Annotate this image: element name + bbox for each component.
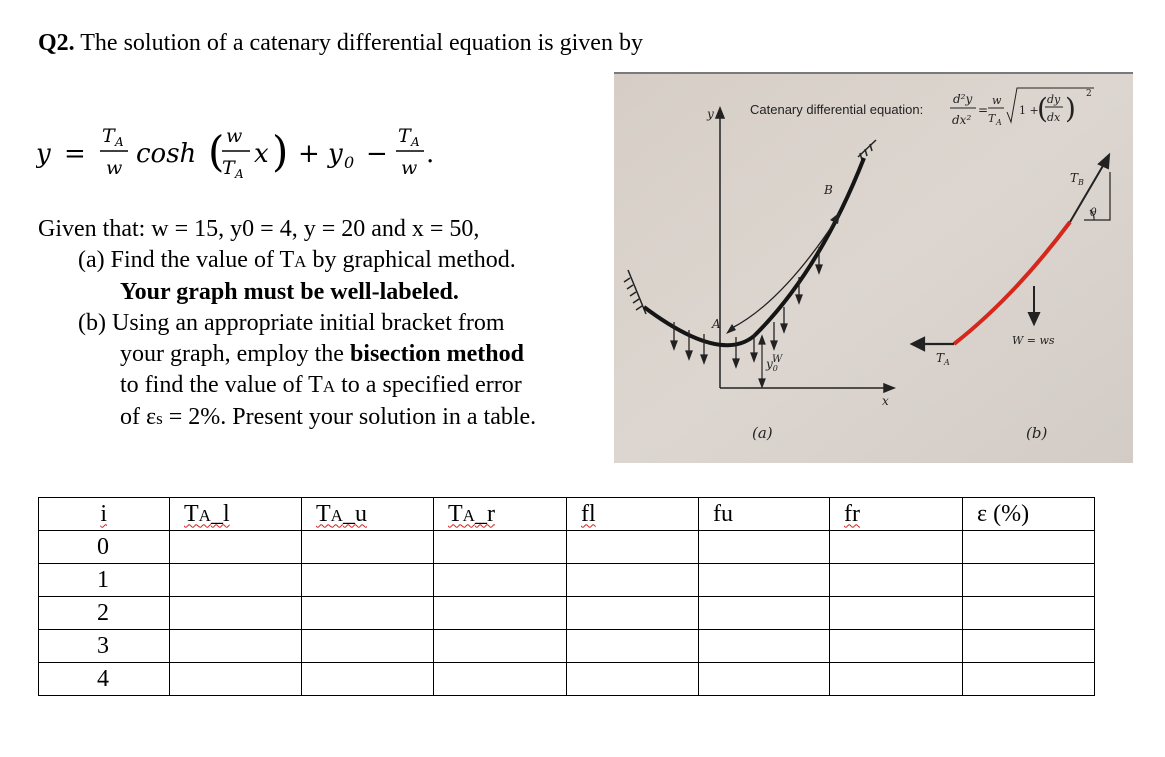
table-cell[interactable] (302, 531, 434, 564)
table-cell[interactable] (830, 531, 963, 564)
fig-eq-one-plus: 1 + (1019, 104, 1039, 117)
header-i: i (39, 498, 170, 531)
svg-text:=: = (978, 103, 989, 117)
table-cell[interactable] (963, 630, 1095, 663)
ta-b-label: $T_A$ (936, 351, 950, 367)
eq-frac3-den: w (401, 157, 418, 179)
header-fu: fu (699, 498, 830, 531)
theta-label: θ (1090, 206, 1097, 219)
part-a-text-2: by graphical method. (306, 247, 516, 273)
part-b-text-5: of ε (120, 404, 157, 430)
part-b-label: (b) (78, 310, 106, 336)
part-b-sub: A (322, 377, 336, 396)
header-ta-u: TA_u (302, 498, 434, 531)
table-cell[interactable] (963, 531, 1095, 564)
part-b-eps-sub: s (156, 409, 163, 428)
part-b-bold: bisection method (349, 341, 524, 367)
table-cell[interactable] (830, 564, 963, 597)
load-w-label: W (772, 354, 783, 365)
table-cell[interactable] (567, 531, 699, 564)
row-index: 1 (39, 564, 170, 597)
table-cell[interactable] (170, 531, 302, 564)
table-cell[interactable] (830, 597, 963, 630)
table-cell[interactable] (567, 630, 699, 663)
question-label: Q2. (38, 30, 75, 56)
eq-frac1-num: T (102, 125, 115, 147)
table-cell[interactable] (170, 630, 302, 663)
table-cell[interactable] (830, 630, 963, 663)
table-cell[interactable] (963, 597, 1095, 630)
w-ws-label: W = ws (1012, 334, 1055, 347)
table-cell[interactable] (699, 663, 830, 696)
row-index: 0 (39, 531, 170, 564)
fig-eq-ta: T (988, 112, 996, 125)
table-cell[interactable] (963, 663, 1095, 696)
eq-period: . (426, 139, 435, 169)
table-cell[interactable] (567, 564, 699, 597)
table-cell[interactable] (699, 630, 830, 663)
part-b-line-3 (38, 370, 536, 402)
fig-eq-num: d²y (953, 92, 973, 106)
figure-header (750, 102, 923, 117)
row-index: 3 (39, 630, 170, 663)
table-cell[interactable] (699, 597, 830, 630)
eq-y0: y (328, 139, 343, 169)
part-b-text-1: Using an appropriate initial bracket from (111, 310, 505, 336)
catenary-solution-equation (36, 118, 456, 198)
fig-eq-dy: dy (1047, 93, 1061, 106)
part-b-text-6: = 2%. Present your solution in a table. (162, 404, 537, 430)
table-row (39, 564, 1095, 597)
part-b-line-2 (38, 339, 536, 370)
part-b-line-1 (38, 308, 536, 339)
axis-x-label: x (882, 394, 889, 408)
eq-y0-sub: 0 (344, 153, 355, 172)
table-cell[interactable] (567, 597, 699, 630)
part-a-label: (a) (78, 247, 105, 273)
table-cell[interactable] (302, 630, 434, 663)
part-b-line-4 (38, 402, 536, 434)
eq-frac2-den: T (222, 157, 235, 179)
eq-minus: − (366, 139, 388, 169)
tb-label: $T_B$ (1070, 171, 1084, 187)
table-cell[interactable] (567, 663, 699, 696)
table-cell[interactable] (434, 663, 567, 696)
part-a-sub: A (294, 252, 307, 271)
table-cell[interactable] (170, 663, 302, 696)
table-cell[interactable] (302, 663, 434, 696)
table-cell[interactable] (302, 597, 434, 630)
eq-x: x (254, 139, 269, 169)
fig-caption: Catenary differential equation: (750, 102, 924, 117)
eq-frac2-num: w (226, 125, 243, 147)
axis-y-label: y (707, 107, 714, 121)
part-a-bold-line (38, 277, 536, 308)
question-text: The solution of a catenary differential equation is given by (80, 30, 643, 56)
question-title (38, 30, 643, 57)
subfigure-b-label: (b) (1026, 424, 1048, 442)
table-cell[interactable] (699, 564, 830, 597)
fig-eq-ta-sub: A (996, 118, 1002, 127)
table-cell[interactable] (170, 597, 302, 630)
svg-text:): ) (1065, 92, 1076, 125)
table-cell[interactable] (830, 663, 963, 696)
part-a-text-1: Find the value of T (110, 247, 295, 273)
header-fl: fl (567, 498, 699, 531)
eq-cosh: cosh (136, 139, 197, 169)
fig-eq-sq: 2 (1086, 89, 1092, 99)
table-cell[interactable] (699, 531, 830, 564)
eq-plus: + (298, 139, 320, 169)
eq-frac3-num-sub: A (411, 135, 420, 149)
eq-frac3-num: T (398, 125, 411, 147)
table-row (39, 531, 1095, 564)
part-b-text-3: to find the value of T (120, 372, 323, 398)
eq-y: y (36, 139, 51, 169)
eq-frac1-den: w (106, 157, 123, 179)
table-row (39, 630, 1095, 663)
header-ta-l: TA_l (170, 498, 302, 531)
eq-equals: = (64, 139, 86, 169)
header-fr: fr (830, 498, 963, 531)
table-header-row (39, 498, 1095, 531)
given-line: Given that: w = 15, y0 = 4, y = 20 and x = 50, (38, 216, 480, 242)
table-row (39, 663, 1095, 696)
part-b-text-4: to a specified error (335, 372, 522, 398)
part-a-bold: Your graph must be well-labeled. (120, 279, 459, 305)
table-cell[interactable] (170, 564, 302, 597)
table-row (39, 597, 1095, 630)
point-a-label: A (712, 317, 721, 331)
table-cell[interactable] (434, 531, 567, 564)
figure-background (614, 72, 1133, 463)
eq-frac2-den-sub: A (235, 167, 244, 181)
fig-eq-den: dx² (952, 113, 972, 127)
point-b-label: B (824, 183, 833, 197)
table-cell[interactable] (963, 564, 1095, 597)
table-cell[interactable] (434, 630, 567, 663)
catenary-figure (614, 72, 1133, 463)
eq-rparen: ) (272, 127, 289, 176)
table-cell[interactable] (434, 564, 567, 597)
fig-eq-w: w (992, 94, 1002, 107)
y0-label: $y_0$ (766, 357, 778, 373)
header-ta-r: TA_r (434, 498, 567, 531)
header-error: ε (%) (963, 498, 1095, 531)
part-a-line (38, 245, 536, 277)
part-b-text-2: your graph, employ the (120, 341, 350, 367)
eq-frac1-num-sub: A (115, 135, 124, 149)
row-index: 4 (39, 663, 170, 696)
problem-statement (38, 214, 536, 434)
fig-eq-dx: dx (1047, 111, 1061, 124)
subfigure-a-label: (a) (752, 424, 773, 442)
svg-text:(: ( (1037, 92, 1048, 125)
bisection-solution-table (38, 497, 1095, 696)
eq-lparen: ( (208, 127, 225, 176)
table-cell[interactable] (434, 597, 567, 630)
table-cell[interactable] (302, 564, 434, 597)
row-index: 2 (39, 597, 170, 630)
